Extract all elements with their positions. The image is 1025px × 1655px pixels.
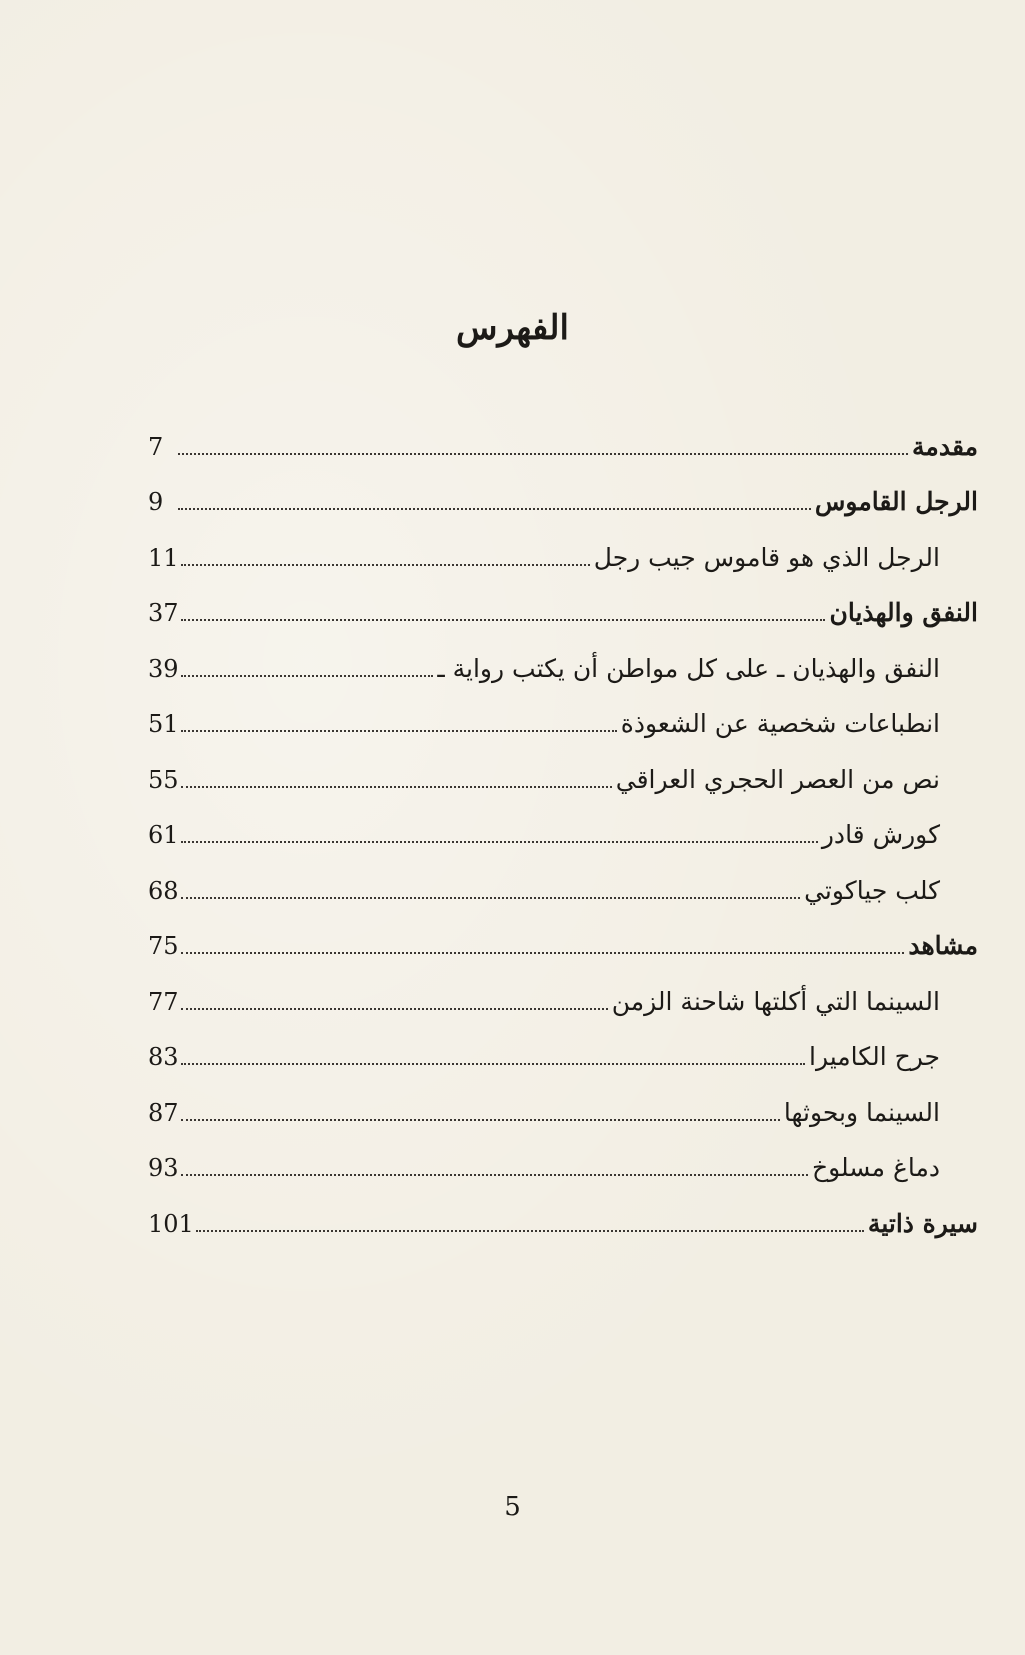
toc-entry-label: سيرة ذاتية [867, 1208, 978, 1238]
toc-entry-label: النفق والهذيان ـ على كل مواطن أن يكتب رواية ـ [437, 653, 940, 683]
toc-entry [148, 852, 978, 908]
toc-entry-label: جرح الكاميرا [809, 1042, 940, 1071]
toc-entry [148, 797, 978, 853]
toc-entry-label: دماغ مسلوخ [811, 1153, 940, 1182]
toc-entry-page: 61 [148, 821, 179, 849]
toc-entry-page: 39 [148, 654, 179, 683]
toc-entry-label: السينما التي أكلتها شاحنة الزمن [611, 986, 940, 1016]
table-of-contents [148, 408, 978, 1241]
toc-entry [148, 575, 978, 631]
toc-entry [148, 408, 978, 464]
toc-entry-label: الرجل الذي هو قاموس جيب رجل [593, 542, 940, 572]
toc-entry [148, 1130, 978, 1186]
dot-leader [178, 452, 908, 455]
toc-entry [148, 519, 978, 575]
page-title: الفهرس [456, 308, 569, 348]
dot-leader [178, 507, 811, 510]
toc-entry [148, 908, 978, 964]
toc-entry-page: 83 [148, 1043, 179, 1071]
toc-entry-page: 77 [148, 987, 179, 1016]
dot-leader [181, 1062, 805, 1065]
page-number: 5 [504, 1492, 521, 1522]
dot-leader [181, 896, 801, 899]
dot-leader [181, 563, 590, 566]
toc-entry-page: 75 [148, 932, 179, 960]
dot-leader [181, 840, 818, 843]
toc-entry-label: النفق والهذيان [829, 598, 978, 627]
toc-entry [148, 686, 978, 742]
dot-leader [181, 1173, 808, 1176]
toc-entry-page: 11 [148, 543, 179, 572]
toc-entry-page: 7 [148, 432, 164, 461]
toc-entry-page: 101 [148, 1209, 194, 1238]
toc-entry-page: 93 [148, 1154, 179, 1182]
toc-entry [148, 1185, 978, 1241]
dot-leader [181, 618, 826, 621]
toc-entry-label: كورش قادر [821, 820, 940, 849]
toc-entry [148, 464, 978, 520]
toc-entry-page: 9 [148, 488, 164, 516]
toc-entry-label: مشاهد [908, 931, 978, 960]
toc-entry-page: 87 [148, 1098, 179, 1127]
dot-leader [181, 729, 617, 732]
toc-entry [148, 1019, 978, 1075]
dot-leader [181, 951, 905, 954]
dot-leader [181, 674, 434, 677]
toc-entry-label: نص من العصر الحجري العراقي [615, 764, 940, 794]
dot-leader [181, 785, 612, 788]
toc-entry [148, 741, 978, 797]
dot-leader [196, 1229, 864, 1232]
toc-entry [148, 963, 978, 1019]
toc-entry-label: السينما وبحوثها [783, 1097, 940, 1127]
toc-entry [148, 1074, 978, 1130]
toc-entry-page: 51 [148, 710, 179, 738]
toc-entry-label: انطباعات شخصية عن الشعوذة [620, 709, 940, 738]
toc-entry-label: الرجل القاموس [814, 487, 978, 516]
toc-entry-page: 37 [148, 599, 179, 627]
dot-leader [181, 1007, 608, 1010]
toc-entry [148, 630, 978, 686]
toc-entry-page: 68 [148, 876, 179, 905]
dot-leader [181, 1118, 780, 1121]
toc-entry-label: كلب جياكوتي [804, 875, 940, 905]
toc-entry-page: 55 [148, 765, 179, 794]
toc-entry-label: مقدمة [912, 431, 978, 461]
